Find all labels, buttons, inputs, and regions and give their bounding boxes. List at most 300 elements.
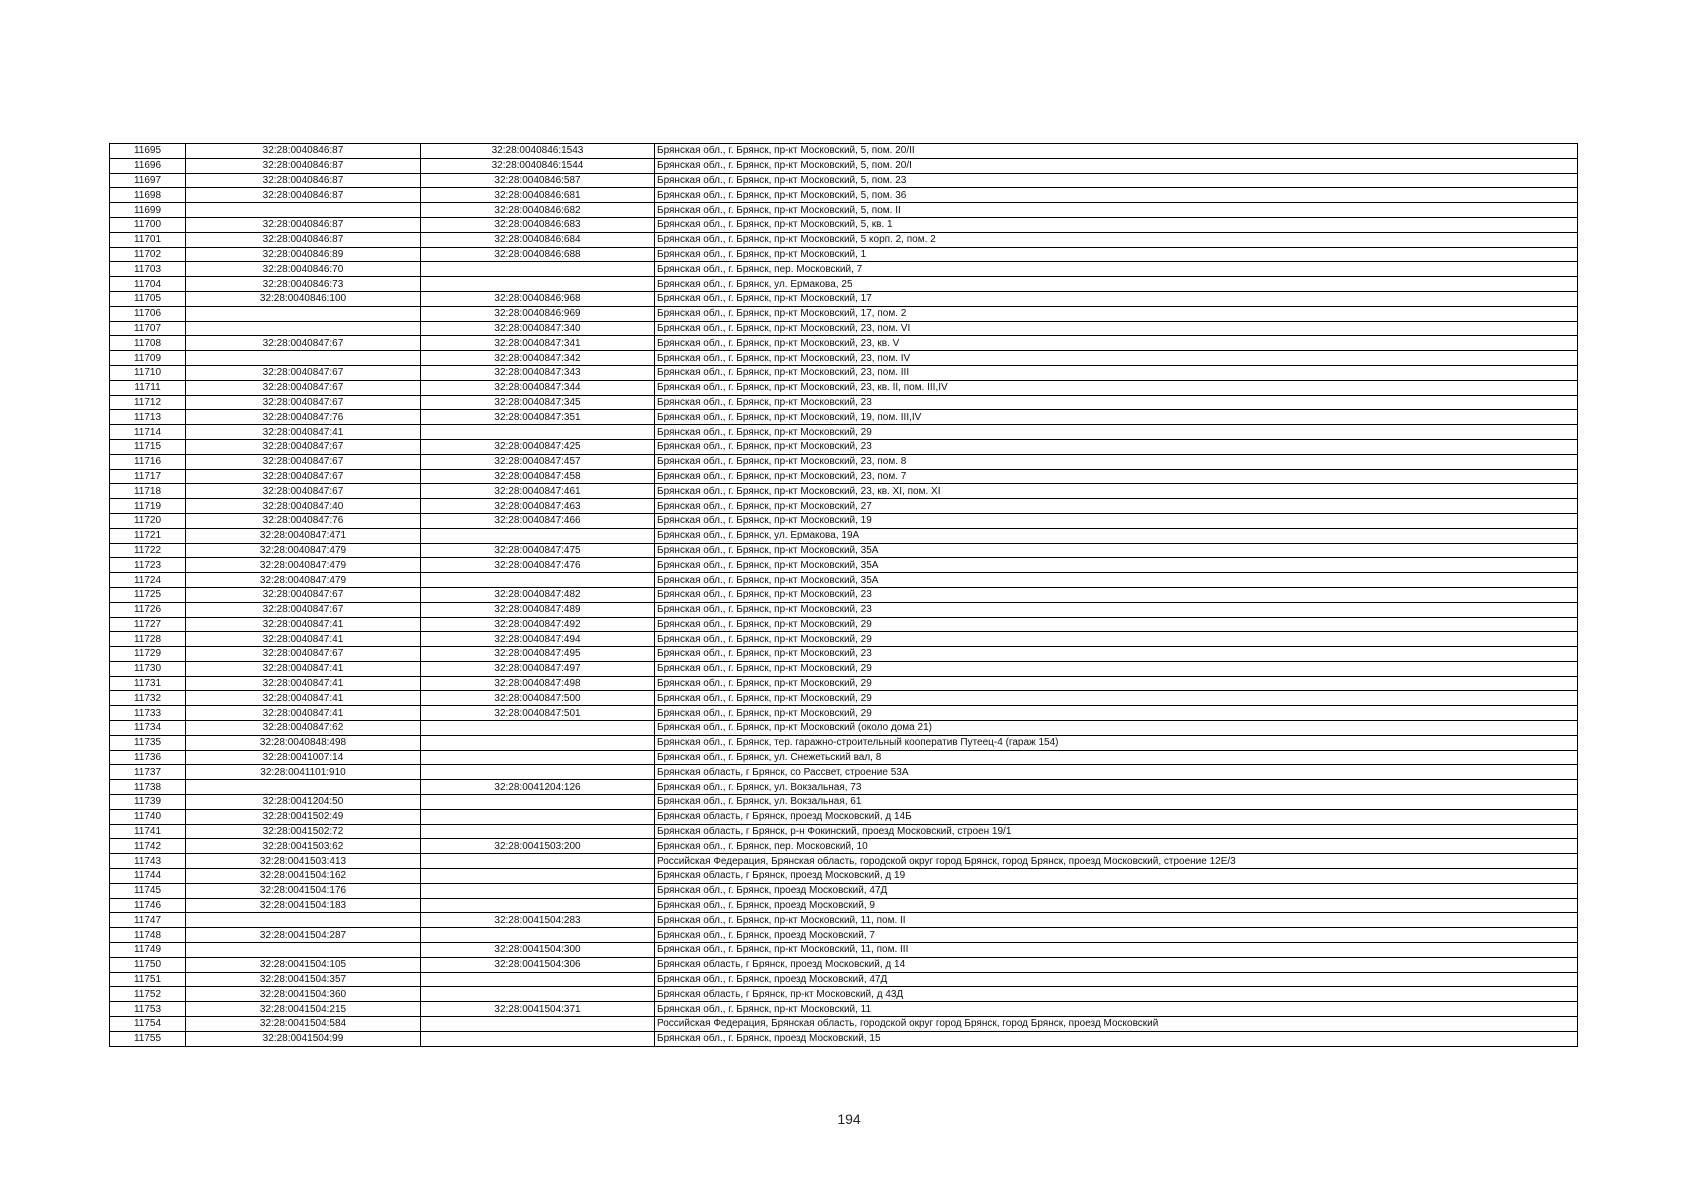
address-cell: Брянская обл., г. Брянск, пр-кт Московский, 5, пом. 23: [655, 173, 1578, 188]
parcel-cadastral-cell: 32:28:0040846:73: [186, 277, 421, 292]
object-cadastral-cell: [421, 795, 655, 810]
registry-table-body: [110, 144, 1578, 1047]
table-row: [110, 573, 1578, 588]
object-cadastral-cell: [421, 765, 655, 780]
table-row: [110, 928, 1578, 943]
object-cadastral-cell: 32:28:0040846:683: [421, 217, 655, 232]
table-row: [110, 661, 1578, 676]
object-cadastral-cell: [421, 809, 655, 824]
table-row: [110, 691, 1578, 706]
address-cell: Брянская обл., г. Брянск, пр-кт Московский, 23: [655, 439, 1578, 454]
address-cell: Брянская обл., г. Брянск, пр-кт Московский, 1: [655, 247, 1578, 262]
address-cell: Брянская область, г Брянск, р-н Фокинский, проезд Московский, строен 19/1: [655, 824, 1578, 839]
parcel-cadastral-cell: 32:28:0040847:67: [186, 587, 421, 602]
table-row: [110, 454, 1578, 469]
table-row: [110, 484, 1578, 499]
address-cell: Брянская обл., г. Брянск, проезд Московский, 7: [655, 928, 1578, 943]
object-cadastral-cell: 32:28:0040847:498: [421, 676, 655, 691]
parcel-cadastral-cell: 32:28:0040847:67: [186, 365, 421, 380]
table-row: [110, 780, 1578, 795]
row-number-cell: 11738: [110, 780, 186, 795]
object-cadastral-cell: 32:28:0040847:425: [421, 439, 655, 454]
table-row: [110, 839, 1578, 854]
table-row: [110, 809, 1578, 824]
object-cadastral-cell: [421, 928, 655, 943]
parcel-cadastral-cell: 32:28:0040847:76: [186, 513, 421, 528]
object-cadastral-cell: 32:28:0041504:306: [421, 957, 655, 972]
address-cell: Брянская обл., г. Брянск, пр-кт Московский, 5, пом. 36: [655, 188, 1578, 203]
parcel-cadastral-cell: 32:28:0040847:67: [186, 647, 421, 662]
address-cell: Брянская обл., г. Брянск, пр-кт Московский, 19: [655, 513, 1578, 528]
row-number-cell: 11735: [110, 735, 186, 750]
address-cell: Брянская обл., г. Брянск, пр-кт Московский, 23, кв. II, пом. III,IV: [655, 380, 1578, 395]
row-number-cell: 11713: [110, 410, 186, 425]
parcel-cadastral-cell: 32:28:0040847:67: [186, 336, 421, 351]
address-cell: Брянская обл., г. Брянск, ул. Снежетьский вал, 8: [655, 750, 1578, 765]
address-cell: Брянская обл., г. Брянск, ул. Вокзальная, 73: [655, 780, 1578, 795]
address-cell: Брянская обл., г. Брянск, пр-кт Московский, 35А: [655, 558, 1578, 573]
object-cadastral-cell: 32:28:0040847:457: [421, 454, 655, 469]
table-row: [110, 158, 1578, 173]
address-cell: Брянская обл., г. Брянск, пр-кт Московский, 11, пом. II: [655, 913, 1578, 928]
table-row: [110, 336, 1578, 351]
parcel-cadastral-cell: 32:28:0040847:67: [186, 439, 421, 454]
object-cadastral-cell: 32:28:0040847:501: [421, 706, 655, 721]
row-number-cell: 11705: [110, 291, 186, 306]
parcel-cadastral-cell: 32:28:0041504:215: [186, 1002, 421, 1017]
object-cadastral-cell: 32:28:0040847:475: [421, 543, 655, 558]
table-row: [110, 721, 1578, 736]
row-number-cell: 11719: [110, 499, 186, 514]
object-cadastral-cell: [421, 883, 655, 898]
object-cadastral-cell: 32:28:0040846:1543: [421, 144, 655, 159]
parcel-cadastral-cell: 32:28:0040847:62: [186, 721, 421, 736]
parcel-cadastral-cell: 32:28:0040847:67: [186, 395, 421, 410]
parcel-cadastral-cell: 32:28:0041007:14: [186, 750, 421, 765]
parcel-cadastral-cell: 32:28:0041504:287: [186, 928, 421, 943]
table-row: [110, 1002, 1578, 1017]
row-number-cell: 11695: [110, 144, 186, 159]
table-row: [110, 351, 1578, 366]
row-number-cell: 11739: [110, 795, 186, 810]
object-cadastral-cell: 32:28:0040846:682: [421, 203, 655, 218]
address-cell: Брянская обл., г. Брянск, пр-кт Московский, 29: [655, 691, 1578, 706]
object-cadastral-cell: 32:28:0040847:500: [421, 691, 655, 706]
row-number-cell: 11700: [110, 217, 186, 232]
parcel-cadastral-cell: 32:28:0040847:67: [186, 454, 421, 469]
row-number-cell: 11730: [110, 661, 186, 676]
object-cadastral-cell: 32:28:0040846:969: [421, 306, 655, 321]
table-row: [110, 558, 1578, 573]
row-number-cell: 11722: [110, 543, 186, 558]
address-cell: Брянская обл., г. Брянск, пр-кт Московский, 11: [655, 1002, 1578, 1017]
parcel-cadastral-cell: 32:28:0041502:49: [186, 809, 421, 824]
table-row: [110, 735, 1578, 750]
object-cadastral-cell: 32:28:0040847:342: [421, 351, 655, 366]
address-cell: Российская Федерация, Брянская область, городской округ город Брянск, город Брянск, проезд Московский, строение 12Е/3: [655, 854, 1578, 869]
parcel-cadastral-cell: [186, 780, 421, 795]
object-cadastral-cell: 32:28:0040847:463: [421, 499, 655, 514]
parcel-cadastral-cell: 32:28:0040848:498: [186, 735, 421, 750]
parcel-cadastral-cell: 32:28:0040846:100: [186, 291, 421, 306]
address-cell: Брянская обл., г. Брянск, пр-кт Московский, 29: [655, 617, 1578, 632]
object-cadastral-cell: 32:28:0040846:968: [421, 291, 655, 306]
table-row: [110, 617, 1578, 632]
parcel-cadastral-cell: 32:28:0041504:584: [186, 1017, 421, 1032]
row-number-cell: 11709: [110, 351, 186, 366]
object-cadastral-cell: 32:28:0040847:340: [421, 321, 655, 336]
row-number-cell: 11710: [110, 365, 186, 380]
object-cadastral-cell: 32:28:0040847:351: [421, 410, 655, 425]
table-row: [110, 898, 1578, 913]
object-cadastral-cell: 32:28:0040846:587: [421, 173, 655, 188]
address-cell: Брянская обл., г. Брянск, ул. Ермакова, 25: [655, 277, 1578, 292]
table-row: [110, 1017, 1578, 1032]
registry-table: [109, 143, 1578, 1047]
table-row: [110, 750, 1578, 765]
address-cell: Брянская обл., г. Брянск, ул. Вокзальная, 61: [655, 795, 1578, 810]
row-number-cell: 11723: [110, 558, 186, 573]
row-number-cell: 11717: [110, 469, 186, 484]
table-row: [110, 277, 1578, 292]
parcel-cadastral-cell: 32:28:0040846:87: [186, 173, 421, 188]
address-cell: Брянская обл., г. Брянск, пр-кт Московский, 17: [655, 291, 1578, 306]
address-cell: Брянская обл., г. Брянск, пр-кт Московский, 29: [655, 661, 1578, 676]
address-cell: Брянская обл., г. Брянск, пр-кт Московский, 23, пом. 7: [655, 469, 1578, 484]
table-row: [110, 410, 1578, 425]
object-cadastral-cell: [421, 721, 655, 736]
row-number-cell: 11698: [110, 188, 186, 203]
object-cadastral-cell: 32:28:0041504:283: [421, 913, 655, 928]
row-number-cell: 11743: [110, 854, 186, 869]
parcel-cadastral-cell: [186, 321, 421, 336]
address-cell: Брянская обл., г. Брянск, пр-кт Московский, 5 корп. 2, пом. 2: [655, 232, 1578, 247]
table-row: [110, 1031, 1578, 1046]
parcel-cadastral-cell: 32:28:0040847:41: [186, 691, 421, 706]
table-row: [110, 943, 1578, 958]
table-row: [110, 380, 1578, 395]
table-row: [110, 957, 1578, 972]
parcel-cadastral-cell: 32:28:0040846:87: [186, 217, 421, 232]
address-cell: Брянская обл., г. Брянск, пр-кт Московский, 23: [655, 395, 1578, 410]
row-number-cell: 11704: [110, 277, 186, 292]
address-cell: Брянская обл., г. Брянск, пр-кт Московский, 19, пом. III,IV: [655, 410, 1578, 425]
row-number-cell: 11740: [110, 809, 186, 824]
table-row: [110, 232, 1578, 247]
parcel-cadastral-cell: 32:28:0040847:479: [186, 558, 421, 573]
row-number-cell: 11734: [110, 721, 186, 736]
parcel-cadastral-cell: 32:28:0041504:357: [186, 972, 421, 987]
row-number-cell: 11707: [110, 321, 186, 336]
row-number-cell: 11745: [110, 883, 186, 898]
address-cell: Брянская обл., г. Брянск, пр-кт Московский, 5, кв. 1: [655, 217, 1578, 232]
address-cell: Брянская обл., г. Брянск, проезд Московский, 47Д: [655, 883, 1578, 898]
parcel-cadastral-cell: 32:28:0041503:62: [186, 839, 421, 854]
object-cadastral-cell: 32:28:0040847:344: [421, 380, 655, 395]
address-cell: Брянская обл., г. Брянск, пер. Московский, 7: [655, 262, 1578, 277]
row-number-cell: 11708: [110, 336, 186, 351]
table-row: [110, 173, 1578, 188]
table-row: [110, 321, 1578, 336]
address-cell: Брянская обл., г. Брянск, тер. гаражно-строительный кооператив Путеец-4 (гараж 154): [655, 735, 1578, 750]
object-cadastral-cell: 32:28:0040846:684: [421, 232, 655, 247]
address-cell: Брянская обл., г. Брянск, пр-кт Московский, 29: [655, 425, 1578, 440]
table-row: [110, 291, 1578, 306]
object-cadastral-cell: 32:28:0040847:476: [421, 558, 655, 573]
row-number-cell: 11732: [110, 691, 186, 706]
object-cadastral-cell: 32:28:0041204:126: [421, 780, 655, 795]
address-cell: Брянская обл., г. Брянск, ул. Ермакова, 19А: [655, 528, 1578, 543]
parcel-cadastral-cell: [186, 203, 421, 218]
row-number-cell: 11751: [110, 972, 186, 987]
table-row: [110, 306, 1578, 321]
parcel-cadastral-cell: 32:28:0041504:183: [186, 898, 421, 913]
row-number-cell: 11748: [110, 928, 186, 943]
row-number-cell: 11731: [110, 676, 186, 691]
address-cell: Брянская обл., г. Брянск, пр-кт Московский, 23, пом. IV: [655, 351, 1578, 366]
parcel-cadastral-cell: 32:28:0040846:89: [186, 247, 421, 262]
table-row: [110, 972, 1578, 987]
row-number-cell: 11716: [110, 454, 186, 469]
row-number-cell: 11749: [110, 943, 186, 958]
row-number-cell: 11703: [110, 262, 186, 277]
row-number-cell: 11715: [110, 439, 186, 454]
address-cell: Брянская обл., г. Брянск, пр-кт Московский, 23, пом. III: [655, 365, 1578, 380]
table-row: [110, 217, 1578, 232]
object-cadastral-cell: [421, 898, 655, 913]
object-cadastral-cell: [421, 824, 655, 839]
object-cadastral-cell: 32:28:0040847:458: [421, 469, 655, 484]
table-row: [110, 469, 1578, 484]
table-row: [110, 913, 1578, 928]
parcel-cadastral-cell: 32:28:0040847:76: [186, 410, 421, 425]
table-row: [110, 528, 1578, 543]
table-row: [110, 765, 1578, 780]
parcel-cadastral-cell: 32:28:0040847:67: [186, 380, 421, 395]
row-number-cell: 11701: [110, 232, 186, 247]
row-number-cell: 11753: [110, 1002, 186, 1017]
parcel-cadastral-cell: 32:28:0040846:87: [186, 144, 421, 159]
parcel-cadastral-cell: 32:28:0040847:67: [186, 469, 421, 484]
table-row: [110, 676, 1578, 691]
address-cell: Брянская обл., г. Брянск, пр-кт Московский, 35А: [655, 543, 1578, 558]
object-cadastral-cell: [421, 1031, 655, 1046]
parcel-cadastral-cell: [186, 913, 421, 928]
parcel-cadastral-cell: 32:28:0040847:471: [186, 528, 421, 543]
address-cell: Брянская обл., г. Брянск, пр-кт Московский, 29: [655, 706, 1578, 721]
parcel-cadastral-cell: 32:28:0040847:41: [186, 632, 421, 647]
row-number-cell: 11747: [110, 913, 186, 928]
table-row: [110, 247, 1578, 262]
address-cell: Брянская обл., г. Брянск, пр-кт Московский, 29: [655, 632, 1578, 647]
parcel-cadastral-cell: 32:28:0040846:70: [186, 262, 421, 277]
object-cadastral-cell: [421, 869, 655, 884]
row-number-cell: 11714: [110, 425, 186, 440]
parcel-cadastral-cell: 32:28:0040846:87: [186, 158, 421, 173]
row-number-cell: 11741: [110, 824, 186, 839]
row-number-cell: 11697: [110, 173, 186, 188]
address-cell: Брянская обл., г. Брянск, пр-кт Московский, 23, кв. XI, пом. XI: [655, 484, 1578, 499]
object-cadastral-cell: 32:28:0040846:681: [421, 188, 655, 203]
table-row: [110, 365, 1578, 380]
table-row: [110, 425, 1578, 440]
parcel-cadastral-cell: 32:28:0041504:99: [186, 1031, 421, 1046]
object-cadastral-cell: 32:28:0040847:495: [421, 647, 655, 662]
row-number-cell: 11727: [110, 617, 186, 632]
parcel-cadastral-cell: 32:28:0040847:41: [186, 425, 421, 440]
row-number-cell: 11718: [110, 484, 186, 499]
address-cell: Брянская обл., г. Брянск, пр-кт Московский, 23: [655, 647, 1578, 662]
object-cadastral-cell: [421, 277, 655, 292]
parcel-cadastral-cell: 32:28:0041504:176: [186, 883, 421, 898]
object-cadastral-cell: 32:28:0040847:492: [421, 617, 655, 632]
address-cell: Брянская обл., г. Брянск, пр-кт Московский, 27: [655, 499, 1578, 514]
object-cadastral-cell: 32:28:0040847:489: [421, 602, 655, 617]
address-cell: Брянская обл., г. Брянск, пр-кт Московский, 5, пом. 20/II: [655, 144, 1578, 159]
row-number-cell: 11742: [110, 839, 186, 854]
table-row: [110, 499, 1578, 514]
table-row: [110, 262, 1578, 277]
parcel-cadastral-cell: 32:28:0040847:479: [186, 543, 421, 558]
row-number-cell: 11736: [110, 750, 186, 765]
parcel-cadastral-cell: 32:28:0041503:413: [186, 854, 421, 869]
row-number-cell: 11720: [110, 513, 186, 528]
address-cell: Брянская область, г Брянск, проезд Московский, д 14: [655, 957, 1578, 972]
object-cadastral-cell: [421, 972, 655, 987]
parcel-cadastral-cell: 32:28:0040847:67: [186, 484, 421, 499]
table-row: [110, 854, 1578, 869]
row-number-cell: 11750: [110, 957, 186, 972]
address-cell: Брянская обл., г. Брянск, пер. Московский, 10: [655, 839, 1578, 854]
parcel-cadastral-cell: [186, 306, 421, 321]
row-number-cell: 11755: [110, 1031, 186, 1046]
object-cadastral-cell: 32:28:0040846:1544: [421, 158, 655, 173]
row-number-cell: 11696: [110, 158, 186, 173]
table-row: [110, 706, 1578, 721]
address-cell: Российская Федерация, Брянская область, городской округ город Брянск, город Брянск, проезд Московский: [655, 1017, 1578, 1032]
object-cadastral-cell: [421, 262, 655, 277]
page-number: 194: [837, 1111, 861, 1127]
address-cell: Брянская обл., г. Брянск, пр-кт Московский (около дома 21): [655, 721, 1578, 736]
object-cadastral-cell: 32:28:0040846:688: [421, 247, 655, 262]
object-cadastral-cell: [421, 735, 655, 750]
address-cell: Брянская обл., г. Брянск, пр-кт Московский, 11, пом. III: [655, 943, 1578, 958]
object-cadastral-cell: 32:28:0040847:482: [421, 587, 655, 602]
row-number-cell: 11725: [110, 587, 186, 602]
table-row: [110, 203, 1578, 218]
object-cadastral-cell: [421, 1017, 655, 1032]
table-row: [110, 395, 1578, 410]
object-cadastral-cell: 32:28:0040847:494: [421, 632, 655, 647]
table-row: [110, 795, 1578, 810]
object-cadastral-cell: 32:28:0040847:497: [421, 661, 655, 676]
parcel-cadastral-cell: 32:28:0041502:72: [186, 824, 421, 839]
row-number-cell: 11752: [110, 987, 186, 1002]
parcel-cadastral-cell: 32:28:0040847:41: [186, 706, 421, 721]
row-number-cell: 11728: [110, 632, 186, 647]
address-cell: Брянская обл., г. Брянск, пр-кт Московский, 23: [655, 602, 1578, 617]
parcel-cadastral-cell: 32:28:0040847:479: [186, 573, 421, 588]
row-number-cell: 11721: [110, 528, 186, 543]
object-cadastral-cell: 32:28:0040847:466: [421, 513, 655, 528]
parcel-cadastral-cell: 32:28:0040846:87: [186, 232, 421, 247]
row-number-cell: 11724: [110, 573, 186, 588]
table-row: [110, 632, 1578, 647]
address-cell: Брянская обл., г. Брянск, пр-кт Московский, 23: [655, 587, 1578, 602]
address-cell: Брянская обл., г. Брянск, пр-кт Московский, 17, пом. 2: [655, 306, 1578, 321]
table-row: [110, 647, 1578, 662]
row-number-cell: 11706: [110, 306, 186, 321]
address-cell: Брянская обл., г. Брянск, пр-кт Московский, 5, пом. 20/I: [655, 158, 1578, 173]
table-row: [110, 188, 1578, 203]
row-number-cell: 11744: [110, 869, 186, 884]
row-number-cell: 11746: [110, 898, 186, 913]
table-row: [110, 869, 1578, 884]
object-cadastral-cell: 32:28:0041503:200: [421, 839, 655, 854]
row-number-cell: 11754: [110, 1017, 186, 1032]
table-row: [110, 513, 1578, 528]
address-cell: Брянская обл., г. Брянск, пр-кт Московский, 23, пом. 8: [655, 454, 1578, 469]
parcel-cadastral-cell: 32:28:0041204:50: [186, 795, 421, 810]
object-cadastral-cell: 32:28:0040847:343: [421, 365, 655, 380]
row-number-cell: 11702: [110, 247, 186, 262]
parcel-cadastral-cell: [186, 351, 421, 366]
table-row: [110, 587, 1578, 602]
table-row: [110, 144, 1578, 159]
address-cell: Брянская область, г Брянск, проезд Московский, д 19: [655, 869, 1578, 884]
parcel-cadastral-cell: 32:28:0041101:910: [186, 765, 421, 780]
parcel-cadastral-cell: 32:28:0040847:41: [186, 676, 421, 691]
address-cell: Брянская обл., г. Брянск, пр-кт Московский, 23, кв. V: [655, 336, 1578, 351]
parcel-cadastral-cell: 32:28:0041504:360: [186, 987, 421, 1002]
row-number-cell: 11711: [110, 380, 186, 395]
object-cadastral-cell: [421, 750, 655, 765]
row-number-cell: 11712: [110, 395, 186, 410]
parcel-cadastral-cell: 32:28:0040846:87: [186, 188, 421, 203]
address-cell: Брянская обл., г. Брянск, проезд Московский, 47Д: [655, 972, 1578, 987]
address-cell: Брянская обл., г. Брянск, проезд Московский, 9: [655, 898, 1578, 913]
row-number-cell: 11729: [110, 647, 186, 662]
address-cell: Брянская область, г Брянск, пр-кт Московский, д 43Д: [655, 987, 1578, 1002]
parcel-cadastral-cell: 32:28:0040847:41: [186, 661, 421, 676]
object-cadastral-cell: 32:28:0041504:371: [421, 1002, 655, 1017]
row-number-cell: 11737: [110, 765, 186, 780]
parcel-cadastral-cell: 32:28:0040847:40: [186, 499, 421, 514]
row-number-cell: 11733: [110, 706, 186, 721]
object-cadastral-cell: [421, 854, 655, 869]
row-number-cell: 11699: [110, 203, 186, 218]
object-cadastral-cell: 32:28:0041504:300: [421, 943, 655, 958]
address-cell: Брянская обл., г. Брянск, пр-кт Московский, 29: [655, 676, 1578, 691]
address-cell: Брянская обл., г. Брянск, проезд Московский, 15: [655, 1031, 1578, 1046]
table-row: [110, 602, 1578, 617]
address-cell: Брянская область, г Брянск, со Рассвет, строение 53А: [655, 765, 1578, 780]
object-cadastral-cell: 32:28:0040847:461: [421, 484, 655, 499]
object-cadastral-cell: 32:28:0040847:345: [421, 395, 655, 410]
object-cadastral-cell: 32:28:0040847:341: [421, 336, 655, 351]
table-row: [110, 439, 1578, 454]
object-cadastral-cell: [421, 425, 655, 440]
parcel-cadastral-cell: 32:28:0040847:67: [186, 602, 421, 617]
table-row: [110, 987, 1578, 1002]
row-number-cell: 11726: [110, 602, 186, 617]
table-row: [110, 824, 1578, 839]
table-row: [110, 543, 1578, 558]
table-row: [110, 883, 1578, 898]
object-cadastral-cell: [421, 987, 655, 1002]
parcel-cadastral-cell: 32:28:0041504:162: [186, 869, 421, 884]
object-cadastral-cell: [421, 573, 655, 588]
